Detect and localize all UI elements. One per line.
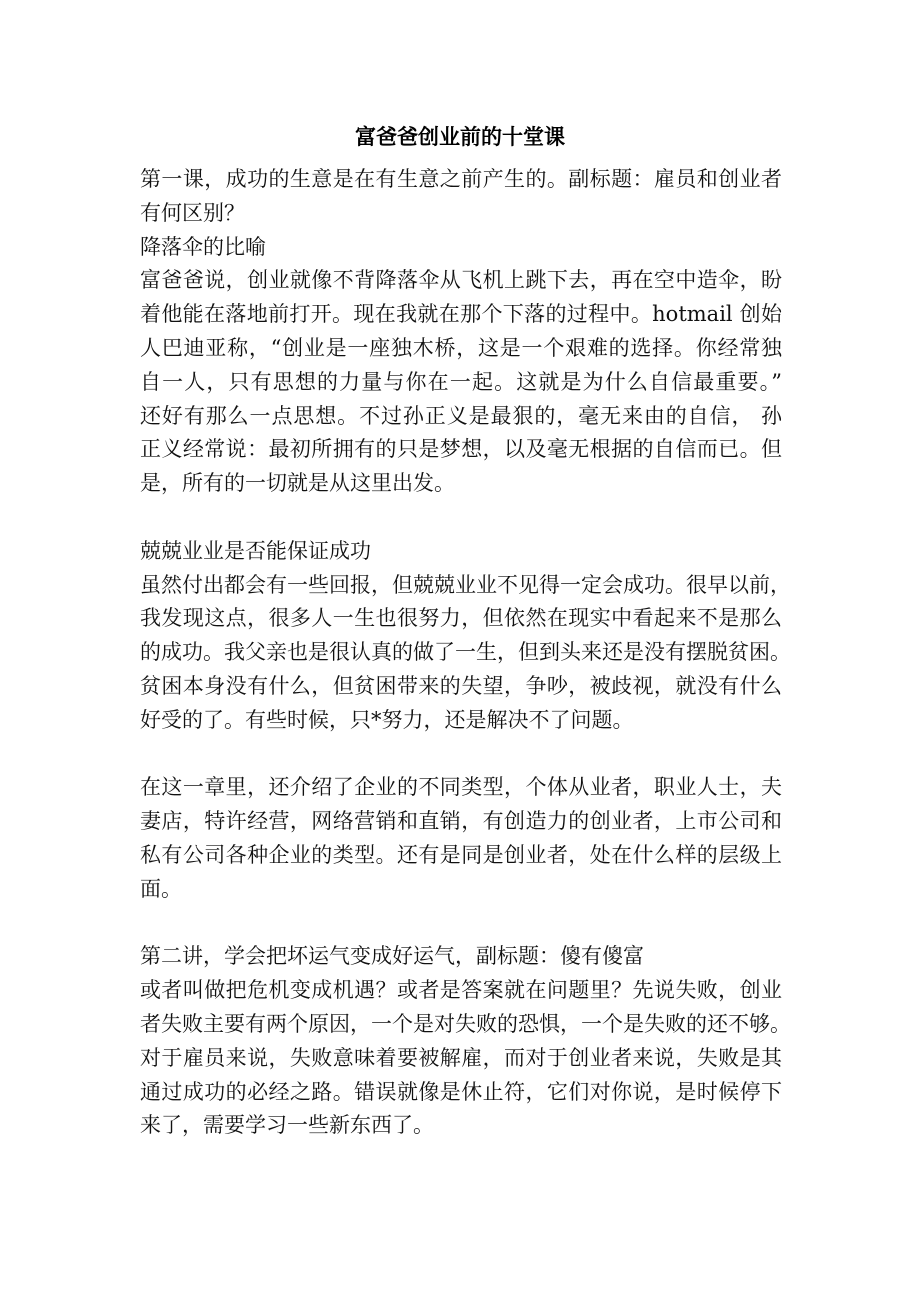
text-line: 正义经常说：最初所拥有的只是梦想，以及毫无根据的自信而已。但: [140, 437, 782, 462]
blank-line: [140, 738, 782, 772]
text-line: 兢兢业业是否能保证成功: [140, 538, 371, 563]
text-line: 我发现这点，很多人一生也很努力，但依然在现实中看起来不是那么: [140, 606, 782, 631]
text-line: 妻店，特许经营，网络营销和直销，有创造力的创业者，上市公司和: [140, 809, 782, 834]
text-line: 对于雇员来说，失败意味着要被解雇，而对于创业者来说，失败是其: [140, 1045, 782, 1070]
text-line: 是，所有的一切就是从这里出发。: [140, 471, 455, 496]
section-heading-lesson2: [140, 940, 782, 974]
text-line: 好受的了。有些时候，只*努力，还是解决不了问题。: [140, 707, 634, 732]
text-line: 面。: [140, 876, 182, 901]
text-line: 虽然付出都会有一些回报，但兢兢业业不见得一定会成功。很早以前，: [140, 572, 791, 597]
section-heading-diligence: [140, 535, 782, 569]
text-line: 自一人，只有思想的力量与你在一起。这就是为什么自信最重要。”: [140, 369, 782, 394]
text-line: 有何区别？: [140, 200, 245, 225]
text-line: 者失败主要有两个原因，一个是对失败的恐惧，一个是失败的还不够。: [140, 1011, 791, 1036]
text-line: 贫困本身没有什么，但贫困带来的失望，争吵，被歧视，就没有什么: [140, 673, 782, 698]
text-line: 私有公司各种企业的类型。还有是同是创业者，处在什么样的层级上: [140, 842, 782, 867]
paragraph-lesson1-heading: [140, 163, 782, 231]
blank-line: [140, 907, 782, 941]
paragraph-diligence-body: [140, 569, 791, 738]
section-heading-parachute: [140, 231, 782, 265]
blank-line: [140, 501, 782, 535]
text-line: 通过成功的必经之路。错误就像是休止符，它们对你说，是时候停下: [140, 1079, 782, 1104]
paragraph-business-types: [140, 771, 782, 906]
text-line: 还好有那么一点思想。不过孙正义是最狠的，毫无来由的自信， 孙: [140, 403, 782, 428]
document-body: [140, 163, 791, 1143]
document-title: 富爸爸创业前的十堂课: [355, 125, 565, 149]
text-line: 富爸爸说，创业就像不背降落伞从飞机上跳下去，再在空中造伞，盼: [140, 268, 782, 293]
text-line: 着他能在落地前打开。现在我就在那个下落的过程中。hotmail 创始: [140, 302, 782, 327]
text-line: 或者叫做把危机变成机遇？或者是答案就在问题里？先说失败，创业: [140, 978, 782, 1003]
text-line: 人巴迪亚称，“创业是一座独木桥，这是一个艰难的选择。你经常独: [140, 335, 782, 360]
paragraph-lesson2-body: [140, 974, 791, 1143]
text-line: 降落伞的比喻: [140, 234, 266, 259]
text-line: 的成功。我父亲也是很认真的做了一生，但到头来还是没有摆脱贫困。: [140, 640, 791, 665]
text-line: 来了，需要学习一些新东西了。: [140, 1113, 434, 1138]
text-line: 第一课，成功的生意是在有生意之前产生的。副标题：雇员和创业者: [140, 167, 782, 191]
text-line: 第二讲，学会把坏运气变成好运气，副标题：傻有傻富: [140, 944, 644, 969]
paragraph-parachute-body: [140, 264, 782, 501]
text-line: 在这一章里，还介绍了企业的不同类型，个体从业者，职业人士，夫: [140, 775, 782, 800]
